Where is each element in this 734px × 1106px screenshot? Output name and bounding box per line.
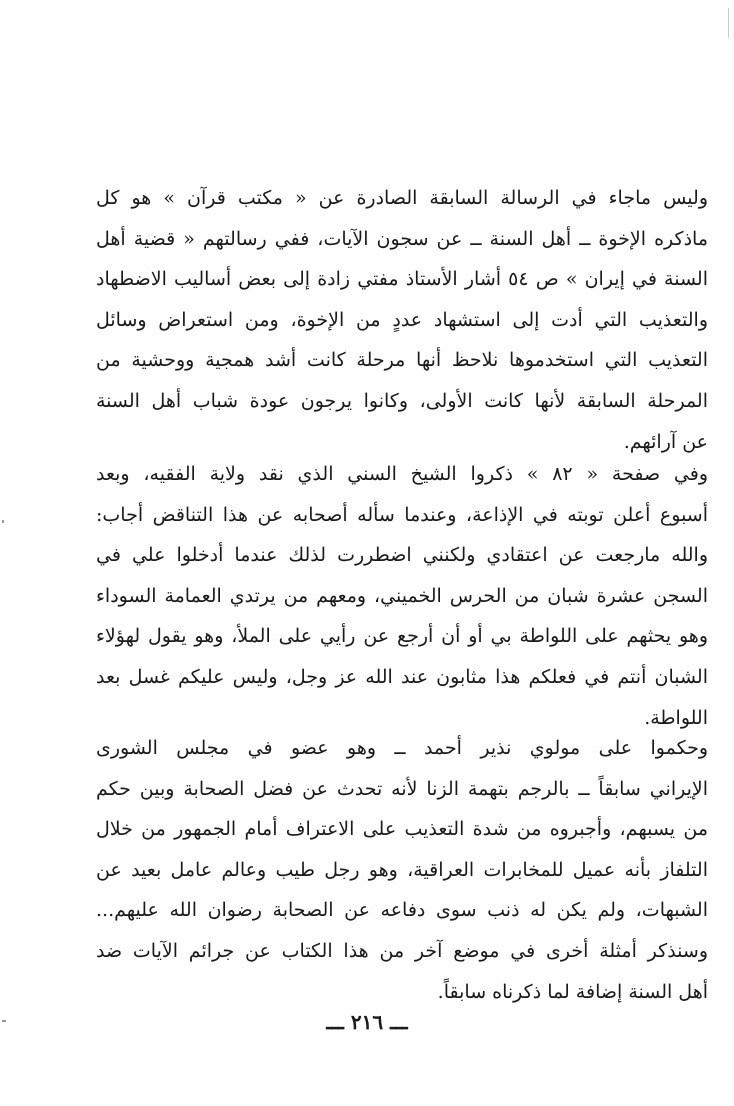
paragraph-line: الشبان أنتم في فعلكم هذا مثابون عند الله عز وجل، وليس عليكم غسل بعد — [96, 665, 708, 688]
paragraph-line: وليس ماجاء في الرسالة السابقة الصادرة عن « مكتب قرآن » هو كل — [96, 187, 708, 209]
paragraph-line: السجن عشرة شبان من الحرس الخميني، ومعهم من يرتدي العمامة السوداء — [96, 584, 708, 607]
paragraph-line: وسنذكر أمثلة أخرى في موضع آخر من هذا الكتاب عن جرائم الآيات ضد — [96, 939, 708, 962]
paragraph-line: وحكموا على مولوي نذير أحمد ــ وهو عضو في مجلس الشورى — [96, 737, 709, 759]
paragraph-line: اللواطة. — [644, 706, 708, 729]
paragraph-line: وفي صفحة « ٨٢ » ذكروا الشيخ السني الذي نقد ولاية الفقيه، وبعد — [96, 463, 708, 485]
paragraph-3 — [96, 728, 708, 1012]
paragraph-line: المرحلة السابقة لأنها كانت الأولى، وكانوا يرجون عودة شباب أهل السنة — [96, 389, 708, 412]
paragraph-line: عن آرائهم. — [623, 430, 708, 453]
scan-edge-mark — [2, 1020, 6, 1022]
paragraph-line: الشبهات، ولم يكن له ذنب سوى دفاعه عن الصحابة رضوان الله عليهم... — [96, 899, 708, 922]
paragraph-1 — [96, 178, 708, 462]
paragraph-line: ماذكره الإخوة ــ أهل السنة ــ عن سجون الآيات، ففي رسالتهم « قضية أهل — [96, 227, 708, 250]
page-number: ـــ ٢١٦ ـــ — [326, 1010, 408, 1034]
paragraph-2 — [96, 454, 708, 738]
paragraph-line: والله مارجعت عن اعتقادي ولكنني اضطررت لذلك عندما أدخلوا علي في — [96, 544, 708, 567]
paragraph-line: التلفاز بأنه عميل للمخابرات العراقية، وهو رجل طيب وعالم عامل بعيد عن — [96, 858, 708, 881]
paragraph-line: من يسبهم، وأجبروه من شدة التعذيب على الاعتراف أمام الجمهور من خلال — [96, 818, 708, 841]
scan-edge-mark — [728, 8, 729, 38]
paragraph-line: أسبوع أعلن توبته في الإذاعة، وعندما سأله أصحابه عن هذا التناقض أجاب: — [96, 503, 708, 526]
paragraph-line: الإيراني سابقاً ــ بالرجم بتهمة الزنا لأنه تحدث عن فضل الصحابة وبين حكم — [96, 777, 708, 800]
scan-edge-mark — [2, 520, 4, 523]
paragraph-line: والتعذيب التي أدت إلى استشهاد عددٍ من الإخوة، ومن استعراض وسائل — [96, 308, 708, 331]
paragraph-line: السنة في إيران » ص ٥٤ أشار الأستاذ مفتي زادة إلى بعض أساليب الاضطهاد — [96, 268, 708, 291]
paragraph-line: وهو يحثهم على اللواطة بي أو أن أرجع عن رأيي على الملأ، وهو يقول لهؤلاء — [96, 625, 708, 648]
paragraph-line: التعذيب التي استخدموها نلاحظ أنها مرحلة كانت أشد همجية ووحشية من — [96, 349, 708, 372]
paragraph-line: أهل السنة إضافة لما ذكرناه سابقاً. — [437, 980, 708, 1003]
